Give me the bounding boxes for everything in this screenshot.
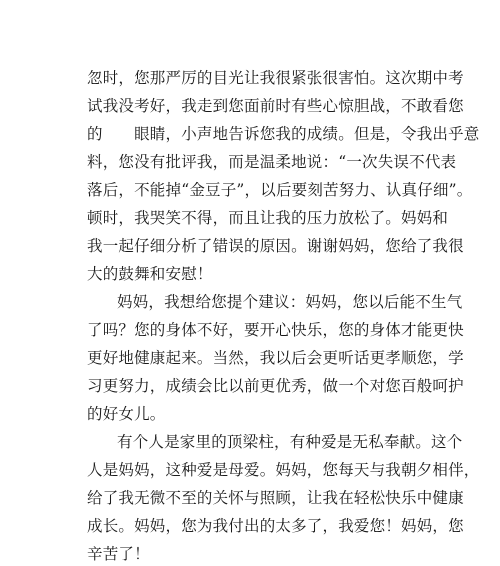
text-line: 辛苦了！ <box>87 545 150 563</box>
text-line: 有个人是家里的顶梁柱，有种爱是无私奉献。这个 <box>117 433 463 451</box>
text-line: 更好地健康起来。当然，我以后会更听话更孝顺您，学 <box>87 349 464 367</box>
text-line: 落后，不能掉“金豆子”，以后要刻苦努力、认真仔细”。 <box>87 181 473 199</box>
text-line: 大的鼓舞和安慰！ <box>87 265 213 283</box>
text-line: 的好女儿。 <box>87 405 166 423</box>
text-line: 的 眼睛，小声地告诉您我的成绩。但是，令我出乎意 <box>87 125 480 143</box>
text-line: 了吗？您的身体不好，要开心快乐，您的身体才能更快 <box>87 321 464 339</box>
text-line: 成长。妈妈，您为我付出的太多了，我爱您！妈妈，您 <box>87 517 464 535</box>
text-line: 妈妈，我想给您提个建议：妈妈，您以后能不生气 <box>117 293 463 311</box>
text-line: 忽时，您那严厉的目光让我很紧张很害怕。这次期中考 <box>87 69 464 87</box>
text-line: 人是妈妈，这种爱是母爱。妈妈，您每天与我朝夕相伴， <box>87 461 480 479</box>
text-line: 顿时，我哭笑不得，而且让我的压力放松了。妈妈和 <box>87 209 449 227</box>
text-line: 料，您没有批评我，而是温柔地说：“一次失误不代表 <box>87 153 457 171</box>
text-line: 试我没考好，我走到您面前时有些心惊胆战，不敢看您 <box>87 97 464 115</box>
text-line: 习更努力，成绩会比以前更优秀，做一个对您百般呵护 <box>87 377 464 395</box>
text-line: 给了我无微不至的关怀与照顾，让我在轻松快乐中健康 <box>87 489 464 507</box>
text-line: 我一起仔细分析了错误的原因。谢谢妈妈，您给了我很 <box>87 237 464 255</box>
